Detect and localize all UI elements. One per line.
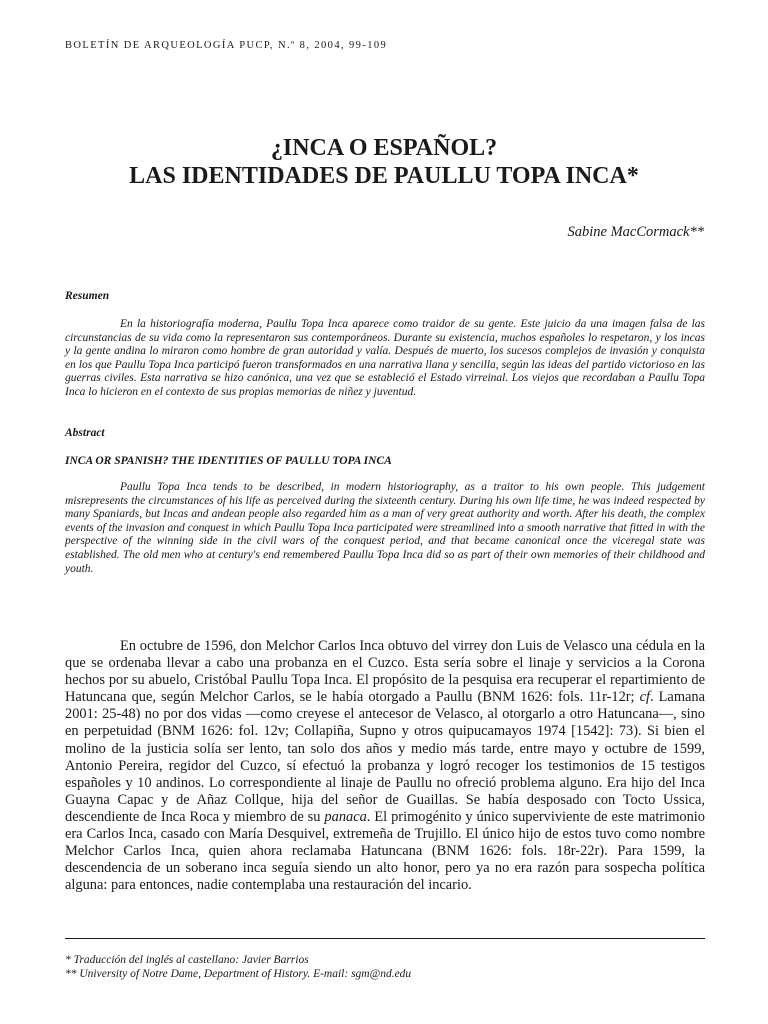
abstract-text: Paullu Topa Inca tends to be described, in modern historiography, as a traitor to his own people. This judgement misrepresents the circumstances of his life as perceived during the sixteenth century. During his own life time, he was indeed respected by many Spaniards, but Incas and andean people also regarded him as a man of very great authority and worth. After his death, the complex events of the invasion and conquest in which Paullu Topa Inca participated were streamlined into a smooth narrative that fitted in with the perspective of the winning side in the civil wars of the conquest period, and that became canonical once the viceregal state was established. The old men who at century's end remembered Paullu Topa Inca did so as part of their own memories of their childhood and youth. bbox=[65, 481, 705, 575]
footnote-affiliation: ** University of Notre Dame, Department of History. E-mail: sgm@nd.edu bbox=[65, 968, 412, 980]
article-title-line-2: LAS IDENTIDADES DE PAULLU TOPA INCA* bbox=[129, 163, 639, 189]
body-panaca-italic: panaca bbox=[324, 808, 367, 825]
article-title-line-1: ¿INCA O ESPAÑOL? bbox=[270, 135, 498, 161]
running-header: BOLETÍN DE ARQUEOLOGÍA PUCP, N.º 8, 2004, 99-109 bbox=[65, 40, 388, 51]
abstract-title: INCA OR SPANISH? THE IDENTITIES OF PAULLU TOPA INCA bbox=[65, 455, 392, 467]
resumen-heading: Resumen bbox=[65, 290, 110, 302]
resumen-text: En la historiografía moderna, Paullu Topa Inca aparece como traidor de su gente. Este juicio da una imagen falsa de las circunstancias de su vida como la representaron sus contemporáneos. Durante su existencia, muchos españoles lo respetaron, y los incas y la gente andina lo miraron como hombre de gran autoridad y valía. Después de muerto, los sucesos complejos de invasión y conquista en los que Paullu Topa Inca participó fueron transformados en una narrativa llana y sencilla, según las ideas del partido victorioso en las guerras civiles. Esta narrativa se hizo canónica, una vez que se estableció el Estado virreinal. Los viejos que recordaban a Paullu Topa Inca lo hicieron en el contexto de sus propias memorias de niñez y juventud. bbox=[65, 318, 705, 398]
body-text-part-2: . Lamana 2001: 25-48) no por dos vidas —como creyese el antecesor de Velasco, al otorgarlo a otro Hatuncana—, sino en perpetuidad (BNM 1626: fol. 12v; Collapiña, Supno y otros quipucamayos 1974 [1542]: 73). Si bien el molino de la justicia solía ser lento, tan solo dos años y medio más tarde, entre mayo y octubre de 1599, Antonio Pereira, regidor del Cuzco, sí efectuó la probanza y logró recoger los testimonios de 15 testigos españoles y 10 andinos. Lo correspondiente al linaje de Paullu no ofreció problema alguno. Era hijo del Inca Guayna Capac y de Añaz Collque, hija del señor de Guaillas. Se había desposado con Tocto Ussica, descendiente de Inca Roca y miembro de su bbox=[65, 689, 705, 825]
body-text-part-1: En octubre de 1596, don Melchor Carlos Inca obtuvo del virrey don Luis de Velasco una cédula en la que se ordenaba llevar a cabo una probanza en el Cuzco. Esta sería sobre el linaje y servicios a la Corona hechos por su abuelo, Cristóbal Paullu Topa Inca. El propósito de la pesquisa era recuperar el repartimiento de Hatuncana que, según Melchor Carlos, se le había otorgado a Paullu (BNM 1626: fols. 11r-12r; bbox=[65, 638, 705, 706]
body-text-part-3: . El primogénito y único superviviente de este matrimonio era Carlos Inca, casado con María Desquivel, extremeña de Trujillo. El único hijo de estos tuvo como nombre Melchor Carlos Inca, quien ahora reclamaba Hatuncana (BNM 1626: fols. 18r-22r). Para 1599, la descendencia de un soberano inca seguía siendo un alto honor, pero ya no era razón para sospecha política alguna: para entonces, nadie contemplaba una restauración del incario. bbox=[65, 808, 705, 894]
body-cf-italic: cf bbox=[639, 689, 650, 706]
abstract-heading: Abstract bbox=[65, 427, 105, 439]
footnote-translation: * Traducción del inglés al castellano: Javier Barrios bbox=[65, 954, 309, 966]
body-paragraph bbox=[65, 638, 705, 894]
footnote-divider bbox=[65, 938, 705, 939]
author-name: Sabine MacCormack** bbox=[567, 224, 704, 240]
